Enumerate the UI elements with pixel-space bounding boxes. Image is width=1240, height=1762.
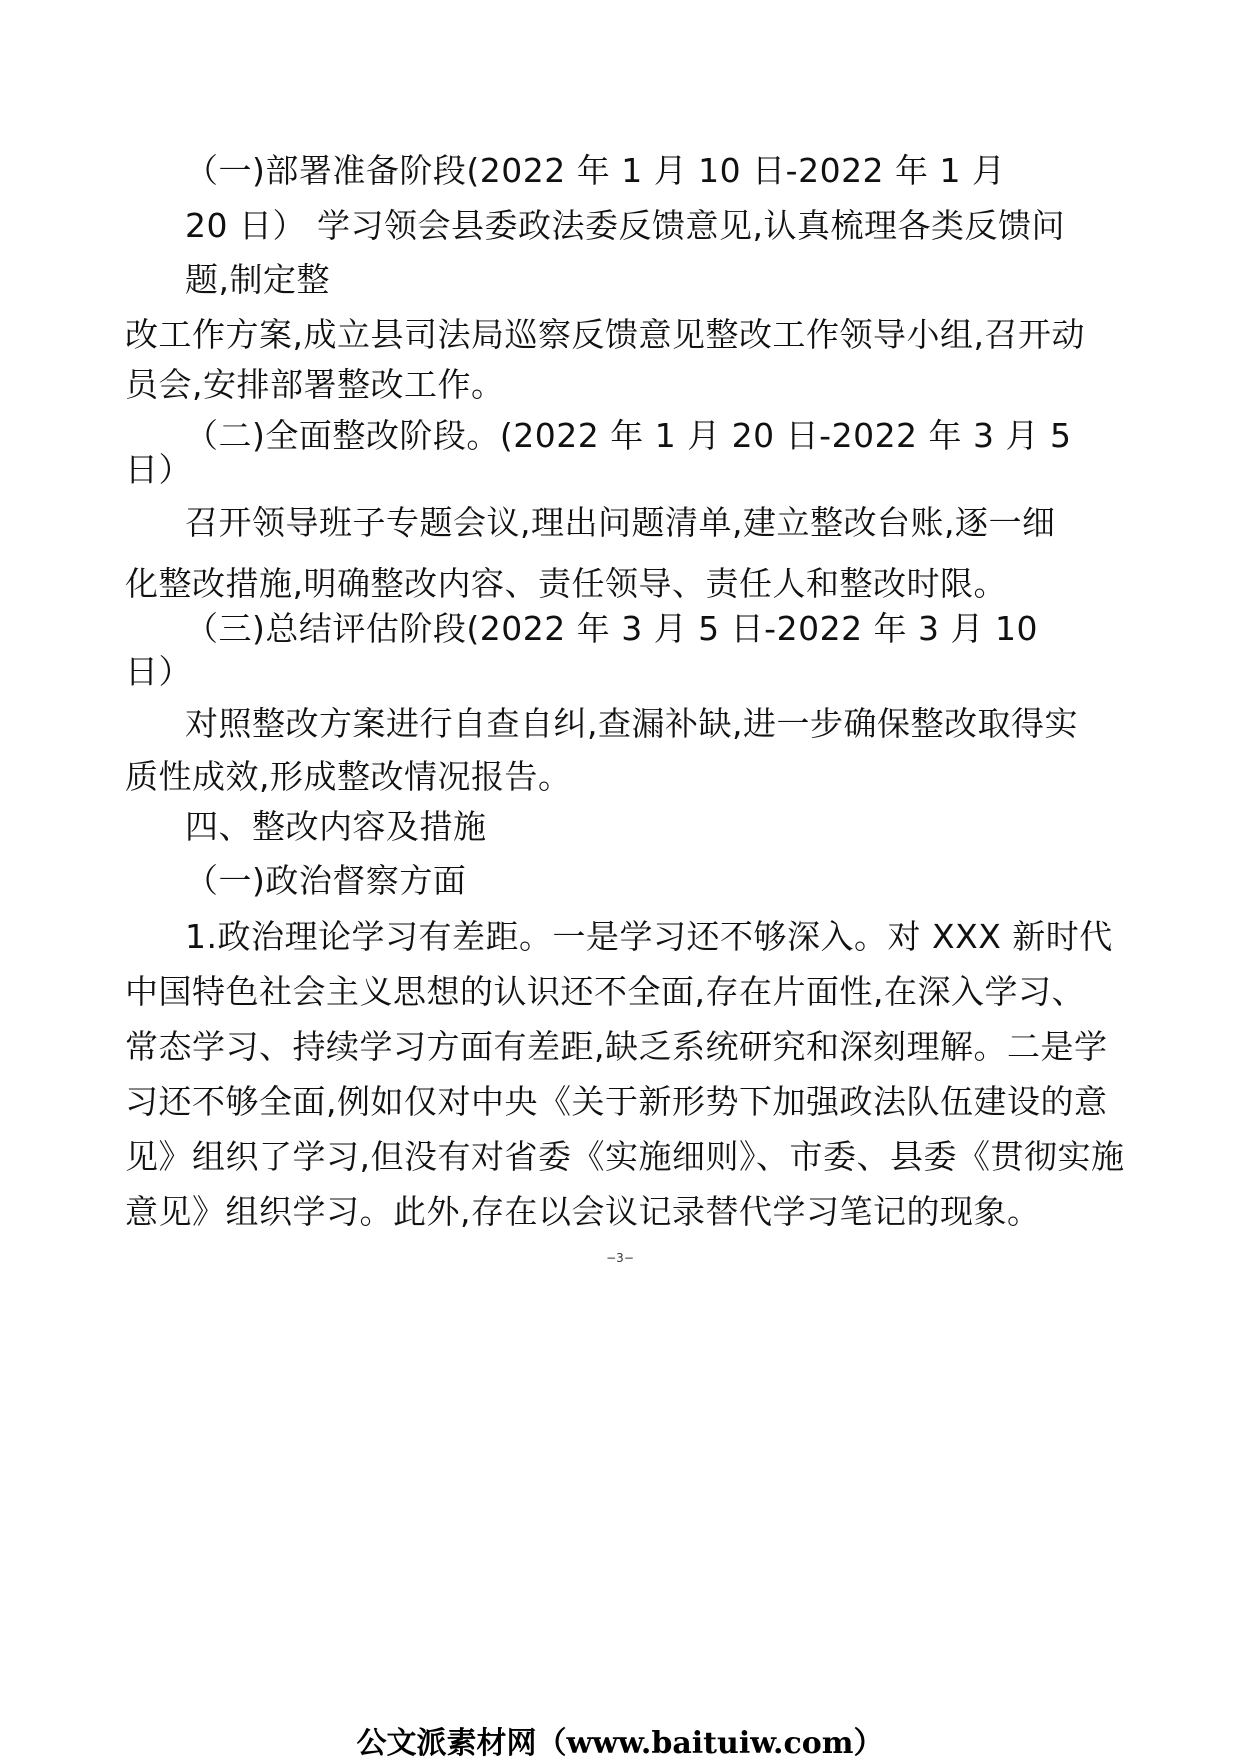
text-line: 20 日） 学习领会县委政法委反馈意见,认真梳理各类反馈问 (185, 206, 1065, 245)
text-line: （一)部署准备阶段(2022 年 1 月 10 日-2022 年 1 月 (185, 151, 1006, 190)
footer-watermark: 公文派素材网（www.baituiw.com） (356, 1726, 884, 1761)
text-line: 见》组织了学习,但没有对省委《实施细则》、市委、县委《贯彻实施 (125, 1137, 1125, 1176)
text-line: 日） (125, 652, 192, 691)
text-line: （二)全面整改阶段。(2022 年 1 月 20 日-2022 年 3 月 5 (185, 416, 1072, 455)
text-line: 员会,安排部署整改工作。 (125, 365, 505, 404)
text-line: 习还不够全面,例如仅对中央《关于新形势下加强政法队伍建设的意 (125, 1082, 1108, 1121)
text-line: 中国特色社会主义思想的认识还不全面,存在片面性,在深入学习、 (125, 972, 1085, 1011)
text-line: 意见》组织学习。此外,存在以会议记录替代学习笔记的现象。 (125, 1192, 1041, 1231)
section-heading: 四、整改内容及措施 (185, 807, 487, 846)
page-number: −3− (606, 1251, 634, 1265)
text-line: 1.政治理论学习有差距。一是学习还不够深入。对 XXX 新时代 (185, 917, 1113, 956)
text-line: 化整改措施,明确整改内容、责任领导、责任人和整改时限。 (125, 564, 1007, 603)
text-line: 常态学习、持续学习方面有差距,缺乏系统研究和深刻理解。二是学 (125, 1027, 1108, 1066)
text-line: 召开领导班子专题会议,理出问题清单,建立整改台账,逐一细 (185, 503, 1056, 542)
text-line: 对照整改方案进行自查自纠,查漏补缺,进一步确保整改取得实 (185, 704, 1078, 743)
subsection-heading: （一)政治督察方面 (185, 861, 467, 900)
text-line: 日） (125, 450, 192, 489)
text-line: 质性成效,形成整改情况报告。 (125, 757, 572, 796)
text-line: 题,制定整 (185, 260, 330, 299)
text-line: （三)总结评估阶段(2022 年 3 月 5 日-2022 年 3 月 10 (185, 609, 1039, 648)
text-line: 改工作方案,成立县司法局巡察反馈意见整改工作领导小组,召开动 (125, 315, 1085, 354)
